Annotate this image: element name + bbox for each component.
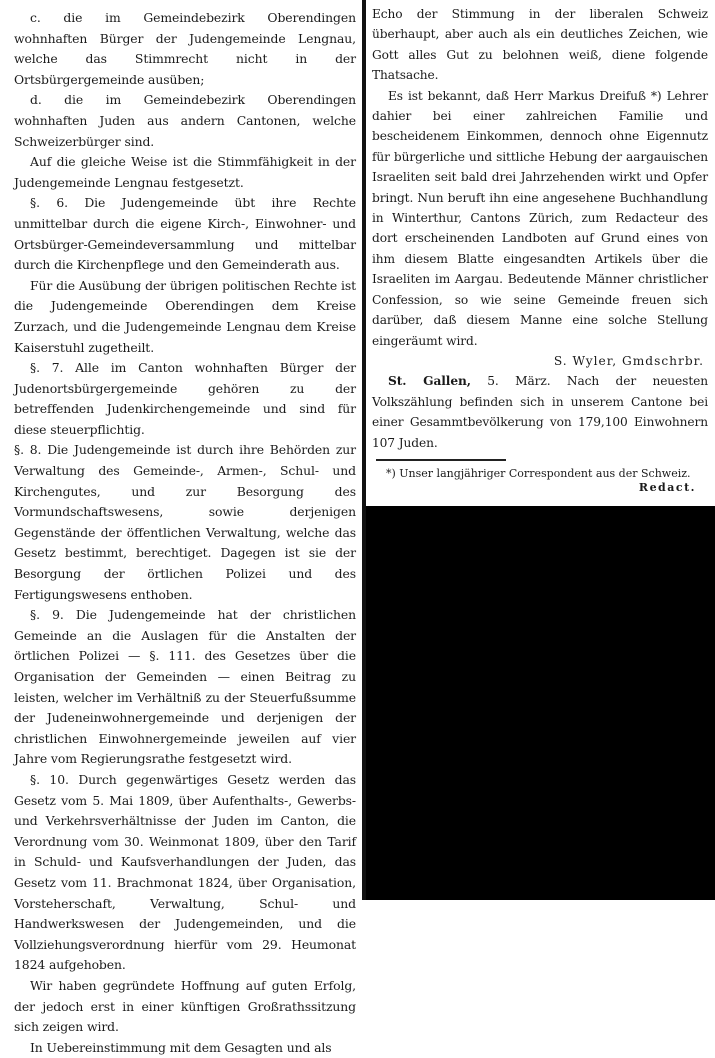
left-paragraph: Auf die gleiche Weise ist die Stimmfähigkeit in der Judengemeinde Lengnau festgesetzt. xyxy=(14,154,356,190)
footnote-rule xyxy=(376,459,506,461)
left-paragraph: §. 6. Die Judengemeinde übt ihre Rechte unmittelbar durch die eigene Kirch-, Einwohner- und Ortsbürger-Gemeindeversammlung und mittelbar durch die Kirchenpflege und den Gemeinderath aus. xyxy=(14,195,356,273)
right-paragraph: Echo der Stimmung in der liberalen Schweiz überhaupt, aber auch als ein deutliches Zeichen, wie Gott alles Gut zu belohnen weiß, diene folgende Thatsache. xyxy=(372,7,708,83)
left-paragraph: Für die Ausübung der übrigen politischen Rechte ist die Judengemeinde Oberendingen dem Kreise Zurzach, und die Judengemeinde Lengnau dem Kreise Kaiserstuhl zugetheilt. xyxy=(14,277,356,355)
black-area xyxy=(366,506,715,900)
left-paragraph: Wir haben gegründete Hoffnung auf guten Erfolg, der jedoch erst in einer künftigen Großrathssitzung sich zeigen wird. xyxy=(14,977,356,1035)
news-place: St. Gallen, xyxy=(388,374,471,389)
news-text: 5. März. Nach der neuesten Volkszählung befinden sich in unserem Cantone bei einer Gesammtbevölkerung von 179,100 Einwohnern 107 Juden. xyxy=(372,374,708,450)
left-paragraph: d. die im Gemeindebezirk Oberendingen wohnhaften Juden aus andern Cantonen, welche Schweizerbürger sind. xyxy=(14,92,356,149)
right-paragraph: Es ist bekannt, daß Herr Markus Dreifuß *) Lehrer dahier bei einer zahlreichen Familie und bescheidenem Einkommen, dennoch ohne Eigennutz für bürgerliche und sittliche Hebung der aargauischen Israeliten seit bald drei Jahrzehenden wirkt und Opfer bringt. Nun beruft ihn eine angesehene Buchhandlung in Winterthur, Cantons Zürich, zum Redacteur des dort erscheinenden Landboten auf Grund eines von ihm diesem Blatte eingesandten Artikels über die Israeliten im Aargau. Bedeutende Männer christlicher Confession, so wie seine Gemeinde freuen sich darüber, daß diesem Manne eine solche Stellung eingeräumt wird. xyxy=(372,88,708,348)
left-paragraph: §. 7. Alle im Canton wohnhaften Bürger der Judenortsbürgergemeinde gehören zu der betreffenden Judenkirchengemeinde und sind für diese steuerpflichtig. xyxy=(14,360,356,437)
left-paragraph: In Uebereinstimmung mit dem Gesagten und als xyxy=(30,1039,332,1055)
footnote-signature: Redact. xyxy=(638,480,696,494)
left-paragraph: §. 10. Durch gegenwärtiges Gesetz werden das Gesetz vom 5. Mai 1809, über Aufenthalts-, Gewerbs- und Verkehrsverhältnisse der Juden im Canton, die Verordnung vom 30. Weinmonat 1809, über den Tarif in Schuld- und Kaufsverhandlungen der Juden, das Gesetz vom 11. Brachmonat 1824, über Organisation, Vorsteherschaft, Verwaltung, Schul- und Handwerkswesen der Judengemeinden, und die Vollziehungsverordnung hierfür vom 29. Heumonat 1824 aufgehoben. xyxy=(14,771,356,973)
left-column xyxy=(14,8,356,1055)
left-paragraph: c. die im Gemeindebezirk Oberendingen wohnhaften Bürger der Judengemeinde Lengnau, welche das Stimmrecht nicht in der Ortsbürgergemeinde ausüben; xyxy=(14,10,356,87)
signature: S. Wyler, Gmdschrbr. xyxy=(553,353,704,368)
news-item xyxy=(372,371,708,453)
right-column xyxy=(372,4,708,504)
left-paragraph: §. 9. Die Judengemeinde hat der christlichen Gemeinde an die Auslagen für die Anstalten der örtlichen Polizei — §. 111. des Gesetzes über die Organisation der Gemeinden — einen Beitrag zu leisten, welcher im Verhältniß zu der Steuerfußsumme der Judeneinwohnergemeinde und derjenigen der christlichen Einwohnergemeinde jeweilen auf vier Jahre vom Regierungsrathe festgesetzt wird. xyxy=(14,607,356,767)
left-paragraph: §. 8. Die Judengemeinde ist durch ihre Behörden zur Verwaltung des Gemeinde-, Armen-, Schul- und Kirchengutes, und zur Besorgung des Vormundschaftswesens, sowie derjenigen Gegenstände der öffentlichen Verwaltung, welche das Gesetz bestimmt, berechtiget. Dagegen ist sie der Besorgung der örtlichen Polizei und des Fertigungswesens enthoben. xyxy=(14,442,356,602)
footnote: *) Unser langjähriger Correspondent aus der Schweiz. xyxy=(386,466,691,480)
